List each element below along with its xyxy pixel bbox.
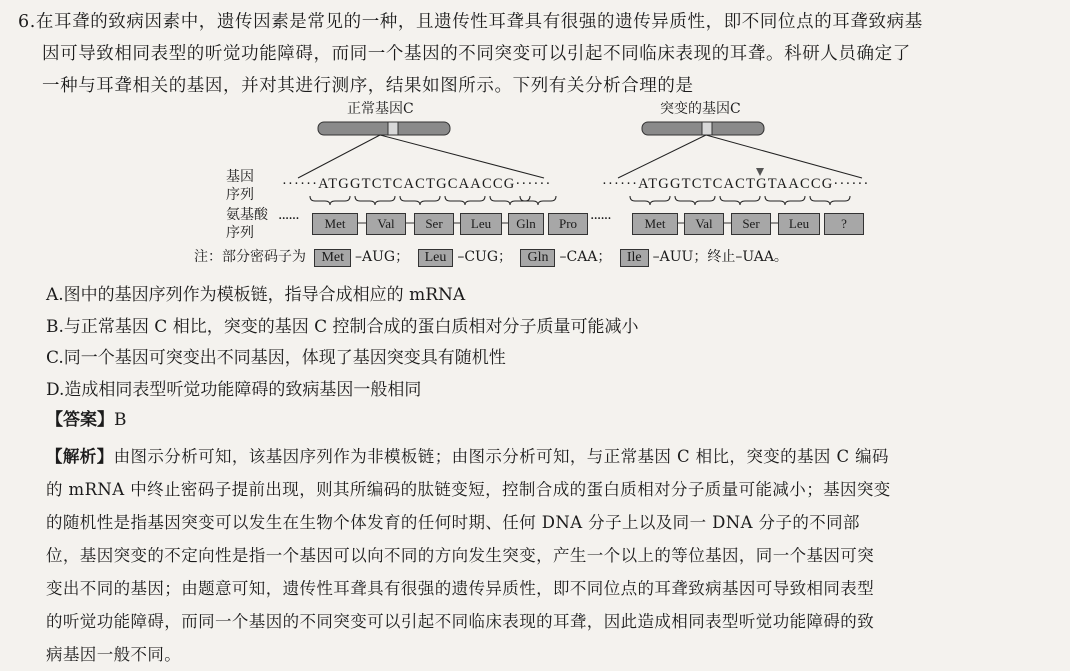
mutant-aa-val: Val bbox=[684, 213, 724, 235]
normal-gene-label: 正常基因C bbox=[347, 101, 414, 117]
analysis-line: 的随机性是指基因突变可以发生在生物个体发育的任何时期、任何 DNA 分子上以及同一 DNA 分子的不同部 bbox=[46, 513, 860, 532]
mutation-marker-icon bbox=[756, 168, 764, 176]
answer-line bbox=[46, 405, 127, 430]
mutant-aa-met: Met bbox=[632, 213, 678, 235]
note-aa-leu: Leu bbox=[418, 249, 454, 267]
mutant-gene-label: 突变的基因C bbox=[660, 101, 741, 117]
option-c: C.同一个基因可突变出不同基因，体现了基因突变具有随机性 bbox=[46, 348, 506, 368]
normal-chromosome bbox=[318, 122, 450, 135]
gene-sequence-row-label: 基因 序列 bbox=[226, 169, 254, 203]
option-d: D.造成相同表型听觉功能障碍的致病基因一般相同 bbox=[46, 379, 422, 400]
note-aa-met: Met bbox=[314, 249, 351, 267]
analysis-line: 【解析】由图示分析可知，该基因序列作为非模板链；由图示分析可知，与正常基因 C 相比，突变的基因 C 编码 bbox=[46, 447, 889, 466]
mutant-aa-leu: Leu bbox=[778, 213, 820, 235]
normal-chromosome-band bbox=[388, 122, 398, 135]
answer-options bbox=[46, 280, 639, 406]
normal-aa-met: Met bbox=[312, 213, 358, 235]
mutant-gene-sequence: ······ATGGTCTCACTGTAACCG······ bbox=[602, 176, 870, 192]
question-line: 因可导致相同表型的听觉功能障碍，而同一个基因的不同突变可以引起不同临床表现的耳聋。科研人员确定了 bbox=[42, 44, 911, 64]
option-a: A.图中的基因序列作为模板链，指导合成相应的 mRNA bbox=[46, 285, 466, 305]
analysis-line: 的听觉功能障碍，而同一个基因的不同突变可以引起不同临床表现的耳聋，因此造成相同表型听觉功能障碍的致 bbox=[46, 612, 875, 631]
aa-lead-dots: ······ bbox=[278, 211, 299, 227]
normal-aa-leu: Leu bbox=[460, 213, 502, 235]
mutant-chromosome-band bbox=[702, 122, 712, 135]
answer-tag: 【答案】 bbox=[46, 410, 114, 430]
normal-aa-pro: Pro bbox=[548, 213, 588, 235]
analysis-line: 病基因一般不同。 bbox=[46, 645, 182, 664]
aa-sequence-row-label: 氨基酸 序列 bbox=[226, 207, 268, 241]
option-b: B.与正常基因 C 相比，突变的基因 C 控制合成的蛋白质相对分子质量可能减小 bbox=[46, 316, 639, 337]
mutant-codon-braces bbox=[630, 196, 850, 205]
question-line: 6.在耳聋的致病因素中，遗传因素是常见的一种，且遗传性耳聋具有很强的遗传异质性，即不同位点的耳聋致病基 bbox=[18, 12, 923, 32]
normal-aa-ser: Ser bbox=[414, 213, 454, 235]
analysis-line: 的 mRNA 中终止密码子提前出现，则其所编码的肽链变短，控制合成的蛋白质相对分子质量可能减小；基因突变 bbox=[46, 480, 891, 499]
normal-codon-braces bbox=[310, 196, 556, 205]
analysis-line: 位，基因突变的不定向性是指一个基因可以向不同的方向发生突变，产生一个以上的等位基因，同一个基因可突 bbox=[46, 546, 875, 565]
question-stem bbox=[18, 6, 1058, 102]
aa-trail-dots: ······ bbox=[590, 211, 611, 227]
analysis-line: 变出不同的基因；由题意可知，遗传性耳聋具有很强的遗传异质性，即不同位点的耳聋致病基因可导致相同表型 bbox=[46, 579, 875, 598]
mutant-aa-unknown: ? bbox=[824, 213, 864, 235]
note-aa-ile: Ile bbox=[620, 249, 649, 267]
gene-sequence-figure bbox=[190, 98, 910, 273]
analysis-block bbox=[46, 440, 1054, 671]
note-aa-gln: Gln bbox=[520, 249, 555, 267]
normal-aa-val: Val bbox=[366, 213, 406, 235]
answer-value: B bbox=[114, 410, 127, 430]
normal-aa-gln: Gln bbox=[508, 213, 544, 235]
codon-note: 注：部分密码子为 Met –AUG； Leu –CUG； Gln –CAA； Ile –AUU；终止–UAA。 bbox=[194, 249, 788, 265]
normal-gene-sequence: ······ATGGTCTCACTGCAACCG······ bbox=[282, 176, 552, 192]
mutant-aa-ser: Ser bbox=[731, 213, 771, 235]
question-line: 一种与耳聋相关的基因，并对其进行测序，结果如图所示。下列有关分析合理的是 bbox=[42, 76, 694, 96]
analysis-tag: 【解析】 bbox=[46, 447, 114, 466]
